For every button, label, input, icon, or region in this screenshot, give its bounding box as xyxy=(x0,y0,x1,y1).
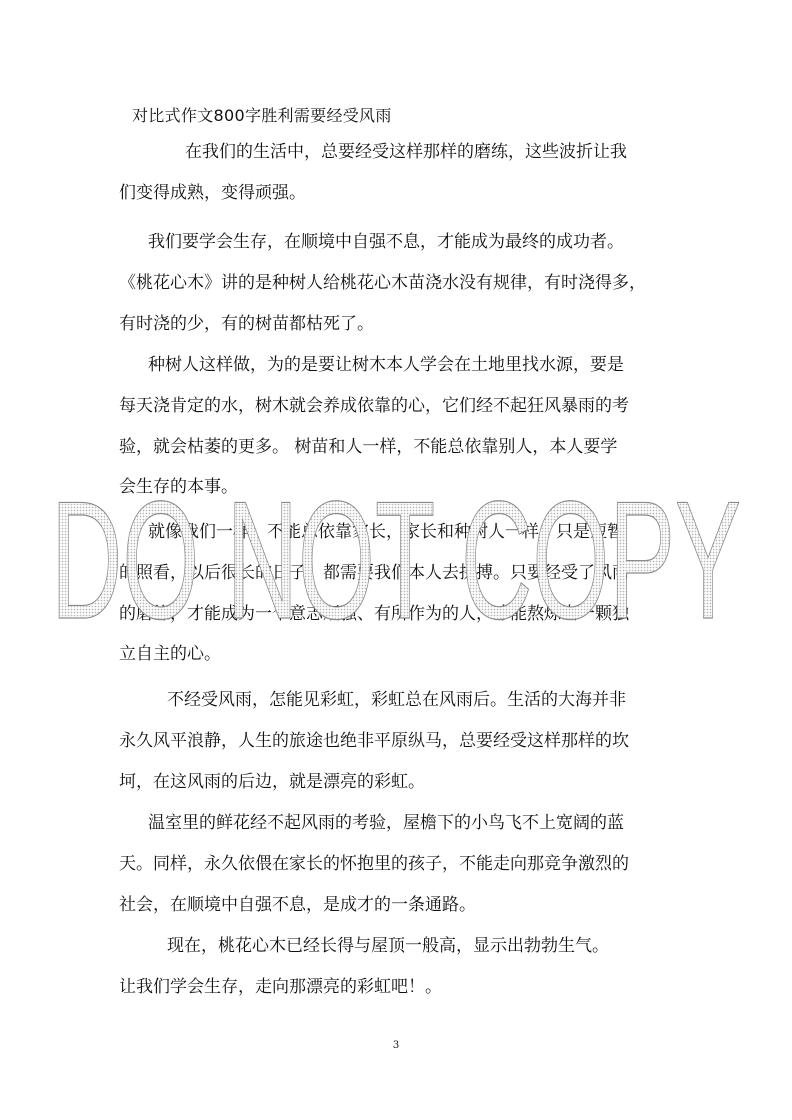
paragraph-line: 坷，在这风雨的后边，就是漂亮的彩虹。 xyxy=(119,771,425,792)
paragraph-5 xyxy=(119,680,675,802)
paragraph-line: 社会，在顺境中自强不息，是成才的一条通路。 xyxy=(119,894,476,915)
paragraph-line: 验，就会枯萎的更多。 树苗和人一样，不能总依靠别人，本人要学 xyxy=(119,436,618,457)
paragraph-line: 我们要学会生存，在顺境中自强不息，才能成为最终的成功者。 xyxy=(148,232,624,252)
paragraph-line: 立自主的心。 xyxy=(119,644,221,665)
paragraph-line: 温室里的鲜花经不起风雨的考验，屋檐下的小鸟飞不上宽阔的蓝 xyxy=(148,813,624,833)
document-title: 对比式作文800字胜利需要经受风雨 xyxy=(132,106,392,125)
watermark-text: DO NOT COPY xyxy=(51,470,741,640)
paragraph-line: 们变得成熟，变得顽强。 xyxy=(119,182,306,203)
paragraph-line: 《桃花心木》讲的是种树人给桃花心木苗浇水没有规律，有时浇得多， xyxy=(119,272,646,293)
paragraph-line: 不经受风雨，怎能见彩虹，彩虹总在风雨后。生活的大海并非 xyxy=(167,690,626,710)
paragraph-6 xyxy=(119,803,675,925)
paragraph-3 xyxy=(119,345,675,508)
paragraph-line: 在我们的生活中，总要经受这样那样的磨练，这些波折让我 xyxy=(185,142,627,162)
paragraph-line: 就像我们一样，不能总依靠家长，家长和种树人一样，只是短暂 xyxy=(148,522,624,542)
paragraph-line: 的磨练，才能成为一个意志顽强、有所作为的人，才能熬炼出一颗独 xyxy=(119,603,629,624)
page-number: 3 xyxy=(392,1040,400,1051)
paragraph-line: 会生存的本事。 xyxy=(119,477,238,498)
paragraph-7 xyxy=(119,926,675,1008)
paragraph-line: 种树人这样做，为的是要让树木本人学会在土地里找水源，要是 xyxy=(148,355,624,375)
paragraph-1 xyxy=(119,132,675,214)
paragraph-line: 的照看，以后很长的日子，都需要我们本人去拼搏。只要经受了风雨 xyxy=(119,562,629,583)
paragraph-line: 天。同样，永久依偎在家长的怀抱里的孩子，不能走向那竞争激烈的 xyxy=(119,853,629,874)
paragraph-line: 有时浇的少，有的树苗都枯死了。 xyxy=(119,313,374,334)
paragraph-line: 现在，桃花心木已经长得与屋顶一般高，显示出勃勃生气。 xyxy=(167,936,609,956)
paragraph-line: 每天浇肯定的水，树木就会养成依靠的心，它们经不起狂风暴雨的考 xyxy=(119,395,629,416)
paragraph-2 xyxy=(119,222,675,344)
paragraph-line: 让我们学会生存，走向那漂亮的彩虹吧！。 xyxy=(119,976,442,997)
paragraph-4 xyxy=(119,512,675,675)
paragraph-line: 永久风平浪静，人生的旅途也绝非平原纵马，总要经受这样那样的坎 xyxy=(119,730,629,751)
